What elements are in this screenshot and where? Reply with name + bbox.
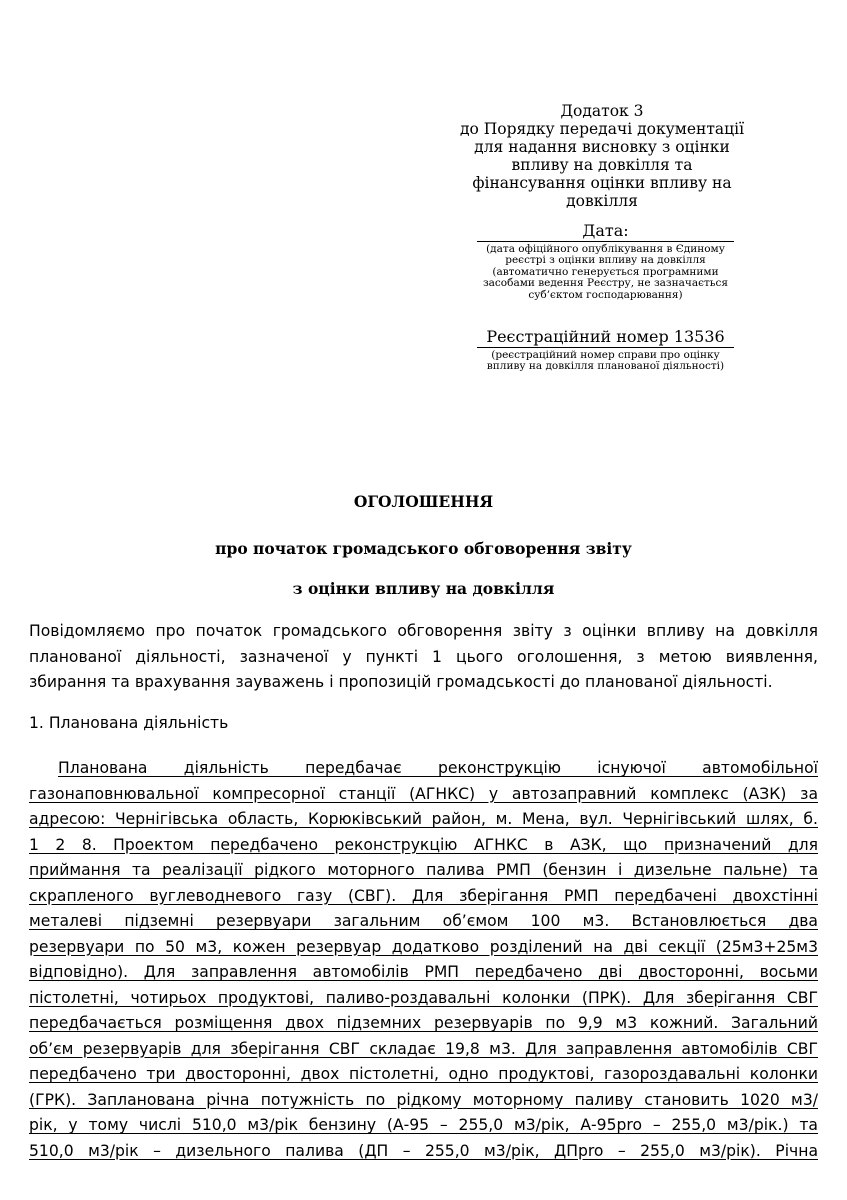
paragraph-line: металеві підземні резервуари загальним об’ємом 100 м3. Встановлюється два [29, 912, 818, 930]
section-heading-text: 1. Планована діяльність [29, 714, 229, 732]
intro-paragraph [29, 619, 818, 696]
paragraph-line: резервуари по 50 м3, кожен резервуар додатково розділений на дві секції (25м3+25м3 [29, 937, 818, 956]
registration-note-line: впливу на довкілля планованої діяльності) [486, 360, 725, 373]
document-subtitle-1: про початок громадського обговорення звіту [215, 539, 632, 558]
paragraph-line: (ГРК). Запланована річна потужність по рідкому моторному паливу становить 1020 м3/ [29, 1090, 818, 1109]
appendix-line: до Порядку передачі документації [459, 120, 745, 138]
paragraph-line: збирання та врахування зауважень і пропозицій громадськості до планованої діяльності. [29, 673, 773, 691]
paragraph-line: передбачено три двосторонні, двох пістолетні, одно продуктові, газороздавальні колонки [29, 1065, 818, 1083]
paragraph-line: передбачається розміщення двох підземних резервуарів по 9,9 м3 кожний. Загальний [29, 1014, 818, 1032]
appendix-line: Додаток 3 [560, 102, 644, 120]
paragraph-line: рік, у тому числі 510,0 м3/рік бензину (А-95 – 255,0 м3/рік, А-95pro – 255,0 м3/рік.) та [29, 1116, 818, 1134]
registration-number: Реєстраційний номер 13536 [477, 328, 734, 348]
paragraph-line: пістолетні, чотирьох продуктові, паливо-роздавальні колонки (ПРК). Для зберігання СВГ [29, 988, 818, 1007]
paragraph-line: планованої діяльності, зазначеної у пункті 1 цього оголошення, з метою виявлення, [29, 647, 818, 666]
paragraph-line: Планована діяльність передбачає реконструкцію існуючої автомобільної [58, 759, 818, 777]
date-note-line: (дата офіційного опублікування в Єдиному [486, 243, 725, 255]
date-note [477, 244, 734, 301]
date-note-line: засобами ведення Реєстру, не зазначається [482, 277, 729, 290]
paragraph-line: об’єм резервуарів для зберігання СВГ складає 19,8 м3. Для заправлення автомобілів СВГ [29, 1039, 818, 1058]
appendix-header [443, 102, 761, 210]
date-label: Дата: [477, 222, 734, 242]
appendix-line: впливу на довкілля та [511, 156, 693, 174]
paragraph-line: адресою: Чернігівська область, Корюківський район, м. Мена, вул. Чернігівський шлях, б. [29, 810, 818, 828]
registration-note-line: (реєстраційний номер справи про оцінку [491, 349, 720, 361]
date-note-line: суб’єктом господарювання) [528, 288, 683, 301]
date-box [477, 222, 734, 301]
paragraph-line: приймання та реалізації рідкого моторного палива РМП (бензин і дизельне пальне) та [29, 861, 818, 879]
appendix-line: для надання висновку з оцінки [474, 138, 730, 156]
registration-box [477, 328, 734, 373]
date-note-line: реєстрі з оцінки впливу на довкілля [505, 254, 706, 267]
paragraph-line: 510,0 м3/рік – дизельного палива (ДП – 255,0 м3/рік, ДПpro – 255,0 м3/рік). Річна [29, 1141, 818, 1160]
document-title: ОГОЛОШЕННЯ [353, 492, 494, 511]
paragraph-line: газонаповнювальної компресорної станції (АГНКС) у автозаправний комплекс (АЗК) за [29, 784, 818, 803]
appendix-line: фінансування оцінки впливу на [472, 174, 732, 192]
date-note-line: (автоматично генерується програмними [492, 265, 719, 278]
paragraph-line: скрапленого вуглеводневого газу (СВГ). Для зберігання РМП передбачені двохстінні [29, 886, 818, 905]
document-subtitle-2: з оцінки впливу на довкілля [292, 579, 555, 598]
paragraph-line: 1 2 8. Проектом передбачено реконструкцію АГНКС в АЗК, що призначений для [29, 835, 818, 854]
section-1-heading [29, 711, 818, 737]
appendix-line: довкілля [566, 192, 638, 210]
paragraph-line: відповідно). Для заправлення автомобілів РМП передбачено дві двосторонні, восьми [29, 963, 818, 981]
paragraph-line: Повідомляємо про початок громадського обговорення звіту з оцінки впливу на довкілля [29, 622, 818, 640]
registration-note [477, 350, 734, 373]
section-1-body [29, 756, 818, 1164]
